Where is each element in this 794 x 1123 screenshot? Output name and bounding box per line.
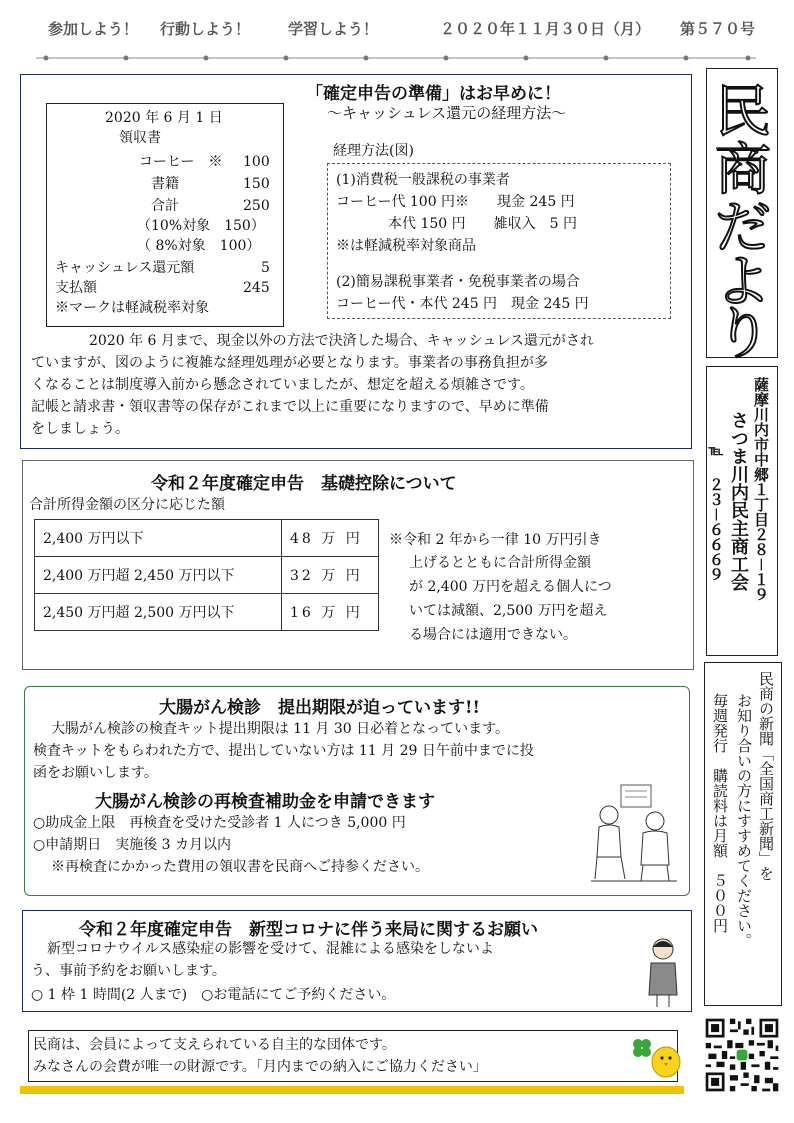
receipt-tax8: （ 8%対象 100）	[137, 238, 261, 254]
screening-subsidy-title: 大腸がん検診の再検査補助金を申請できます	[95, 792, 435, 812]
screening-item-2: ○申請期日 実施後 3 カ月以内	[33, 837, 232, 853]
line-qr-code[interactable]	[703, 1016, 781, 1094]
receipt-books-value: 150	[243, 176, 270, 192]
section-tax-prep-body-2: ていますが、図のように複雑な経理処理が必要となります。事業者の事務負担が多	[31, 355, 548, 371]
issue-date: ２０２０年１１月３０日（月）	[440, 20, 651, 38]
screening-item-3: ※再検査にかかった費用の領収書を民商へご持参ください。	[51, 859, 429, 875]
deduction-note-2: 上げるとともに合計所得金額	[409, 555, 591, 571]
method-line1: (1)消費税一般課税の事業者	[336, 172, 510, 188]
brand-char: よ	[715, 250, 771, 315]
section-colon-cancer-screening	[24, 686, 690, 896]
clover-chick-icon	[628, 1034, 684, 1082]
receipt-heading: 領収書	[119, 130, 161, 146]
footer-line-2: みなさんの会費が唯一の財源です。「月内までの納入にご協力ください」	[33, 1059, 487, 1075]
covid-body-3: ○ 1 枠 1 時間(2 人まで) ○お電話にてご予約ください。	[31, 987, 396, 1003]
covid-body-1: 新型コロナウイルス感染症の影響を受けて、混雑による感染をしないよ	[47, 941, 494, 957]
brand-char: り	[715, 302, 771, 359]
screening-item-1: ○助成金上限 再検査を受けた受診者 1 人につき 5,000 円	[33, 815, 406, 831]
section-tax-prep-subtitle: ～キャッシュレス還元の経理方法～	[327, 104, 567, 122]
deduction-amount-cell: 16 万 円	[282, 594, 379, 631]
masthead-slogans	[48, 18, 768, 46]
brand-char: だ	[715, 196, 771, 261]
receipt-coffee-label: コーヒー ※	[139, 154, 223, 170]
paper-promo-line-3: 毎週発行 購読料は月額 ５００円	[711, 693, 729, 933]
method-line3: 本代 150 円 雑収入 5 円	[388, 216, 577, 232]
org-name: さつま川内民主商工会	[728, 411, 749, 591]
staff-woman-illustration	[643, 935, 683, 1009]
paper-promo-line-2: お知り合いの方にすすめてください。	[735, 693, 753, 948]
receipt-coffee-value: 100	[243, 154, 270, 170]
deduction-amount-cell: 48 万 円	[282, 520, 379, 557]
section-tax-prep-body-1: 2020 年 6 月まで、現金以外の方法で決済した場合、キャッシュレス還元がされ	[89, 333, 594, 349]
org-tel: ２３－６６６９	[707, 477, 725, 583]
screening-body-2: 検査キットをもらわれた方で、提出していない方は 11 月 29 日午前中までに投	[33, 743, 534, 759]
doctor-consultation-illustration	[581, 781, 681, 885]
slogan-learn: 学習しよう！	[288, 20, 379, 38]
receipt-date: 2020 年 6 月 1 日	[105, 110, 223, 126]
section-screening-title: 大腸がん検診 提出期限が迫っています!!	[159, 698, 480, 718]
receipt-paid-value: 245	[243, 280, 270, 296]
footer-line-1: 民商は、会員によって支えられている自主的な団体です。	[33, 1037, 396, 1053]
deduction-table	[34, 519, 379, 631]
brand-title-outline	[707, 69, 779, 359]
method-line6: コーヒー代・本代 245 円 現金 245 円	[336, 296, 589, 312]
section-basic-deduction-title: 令和２年度確定申告 基礎控除について	[151, 474, 457, 494]
receipt-total-label: 合計	[151, 198, 179, 214]
receipt-cashless-value: 5	[261, 260, 270, 276]
section-tax-prep-title: 「確定申告の準備」はお早めに！	[306, 84, 561, 104]
slogan-participate: 参加しよう！	[48, 20, 139, 38]
method-line2: コーヒー代 100 円※ 現金 245 円	[336, 194, 575, 210]
newspaper-promo-box	[704, 662, 782, 1006]
method-line5: (2)簡易課税事業者・免税事業者の場合	[336, 274, 580, 290]
deduction-note-3: が 2,400 万円を超える個人につ	[409, 579, 612, 595]
paper-promo-line-1: 民商の新聞「全国商工新聞」を	[757, 671, 775, 881]
screening-body-3: 函をお願いします。	[33, 765, 158, 781]
screening-body-1: 大腸がん検診の検査キット提出期限は 11 月 30 日必着となっています。	[51, 721, 510, 737]
receipt-tax10: （10%対象 150）	[137, 218, 265, 234]
section-tax-prep-body-3: くなることは制度導入前から懸念されていましたが、想定を超える煩雑さです。	[31, 377, 534, 393]
deduction-range-cell: 2,400 万円以下	[35, 520, 282, 557]
method-line4: ※は軽減税率対象商品	[336, 238, 476, 254]
deduction-note-4: いては減額、2,500 万円を超え	[409, 603, 608, 619]
brand-char: 民	[715, 80, 771, 145]
table-row	[35, 520, 379, 557]
receipt-sample	[46, 103, 284, 327]
deduction-note-5: る場合には適用できない。	[409, 627, 577, 643]
section-covid-visit-request	[22, 910, 692, 1012]
issue-number: 第５７０号	[680, 20, 756, 38]
section-tax-prep-body-5: をしましょう。	[31, 421, 129, 437]
deduction-range-cell: 2,400 万円超 2,450 万円以下	[35, 557, 282, 594]
deduction-range-cell: 2,450 万円超 2,500 万円以下	[35, 594, 282, 631]
receipt-note: ※マークは軽減税率対象	[55, 300, 209, 316]
deduction-caption: 合計所得金額の区分に応じた額	[29, 497, 225, 513]
footer-accent-bar	[20, 1086, 684, 1094]
section-covid-title: 令和２年度確定申告 新型コロナに伴う来局に関するお願い	[79, 920, 538, 940]
deduction-amount-cell: 32 万 円	[282, 557, 379, 594]
newsletter-brand-box	[706, 68, 778, 358]
receipt-total-value: 250	[243, 198, 270, 214]
slogan-act: 行動しよう！	[160, 20, 251, 38]
brand-char: 商	[715, 138, 771, 203]
covid-body-2: う、事前予約をお願いします。	[31, 963, 226, 979]
deduction-note-1: ※令和 2 年から一律 10 万円引き	[389, 532, 602, 548]
org-tel-label: ℡	[708, 443, 724, 459]
org-address: 薩摩川内市中郷１丁目２８－１９	[752, 377, 770, 603]
footer-membership-note	[28, 1030, 678, 1082]
header-vine-divider	[36, 52, 756, 64]
receipt-paid-label: 支払額	[55, 280, 97, 296]
table-row	[35, 594, 379, 631]
method-diagram	[327, 163, 671, 319]
section-tax-prep-body-4: 記帳と請求書・領収書等の保存がこれまで以上に重要になりますので、早めに準備	[31, 399, 549, 415]
organization-address-box	[706, 366, 778, 656]
table-row	[35, 557, 379, 594]
section-tax-prep	[20, 74, 692, 449]
receipt-books-label: 書籍	[151, 176, 179, 192]
method-label: 経理方法(図)	[333, 143, 414, 159]
receipt-cashless-label: キャッシュレス還元額	[55, 260, 195, 276]
